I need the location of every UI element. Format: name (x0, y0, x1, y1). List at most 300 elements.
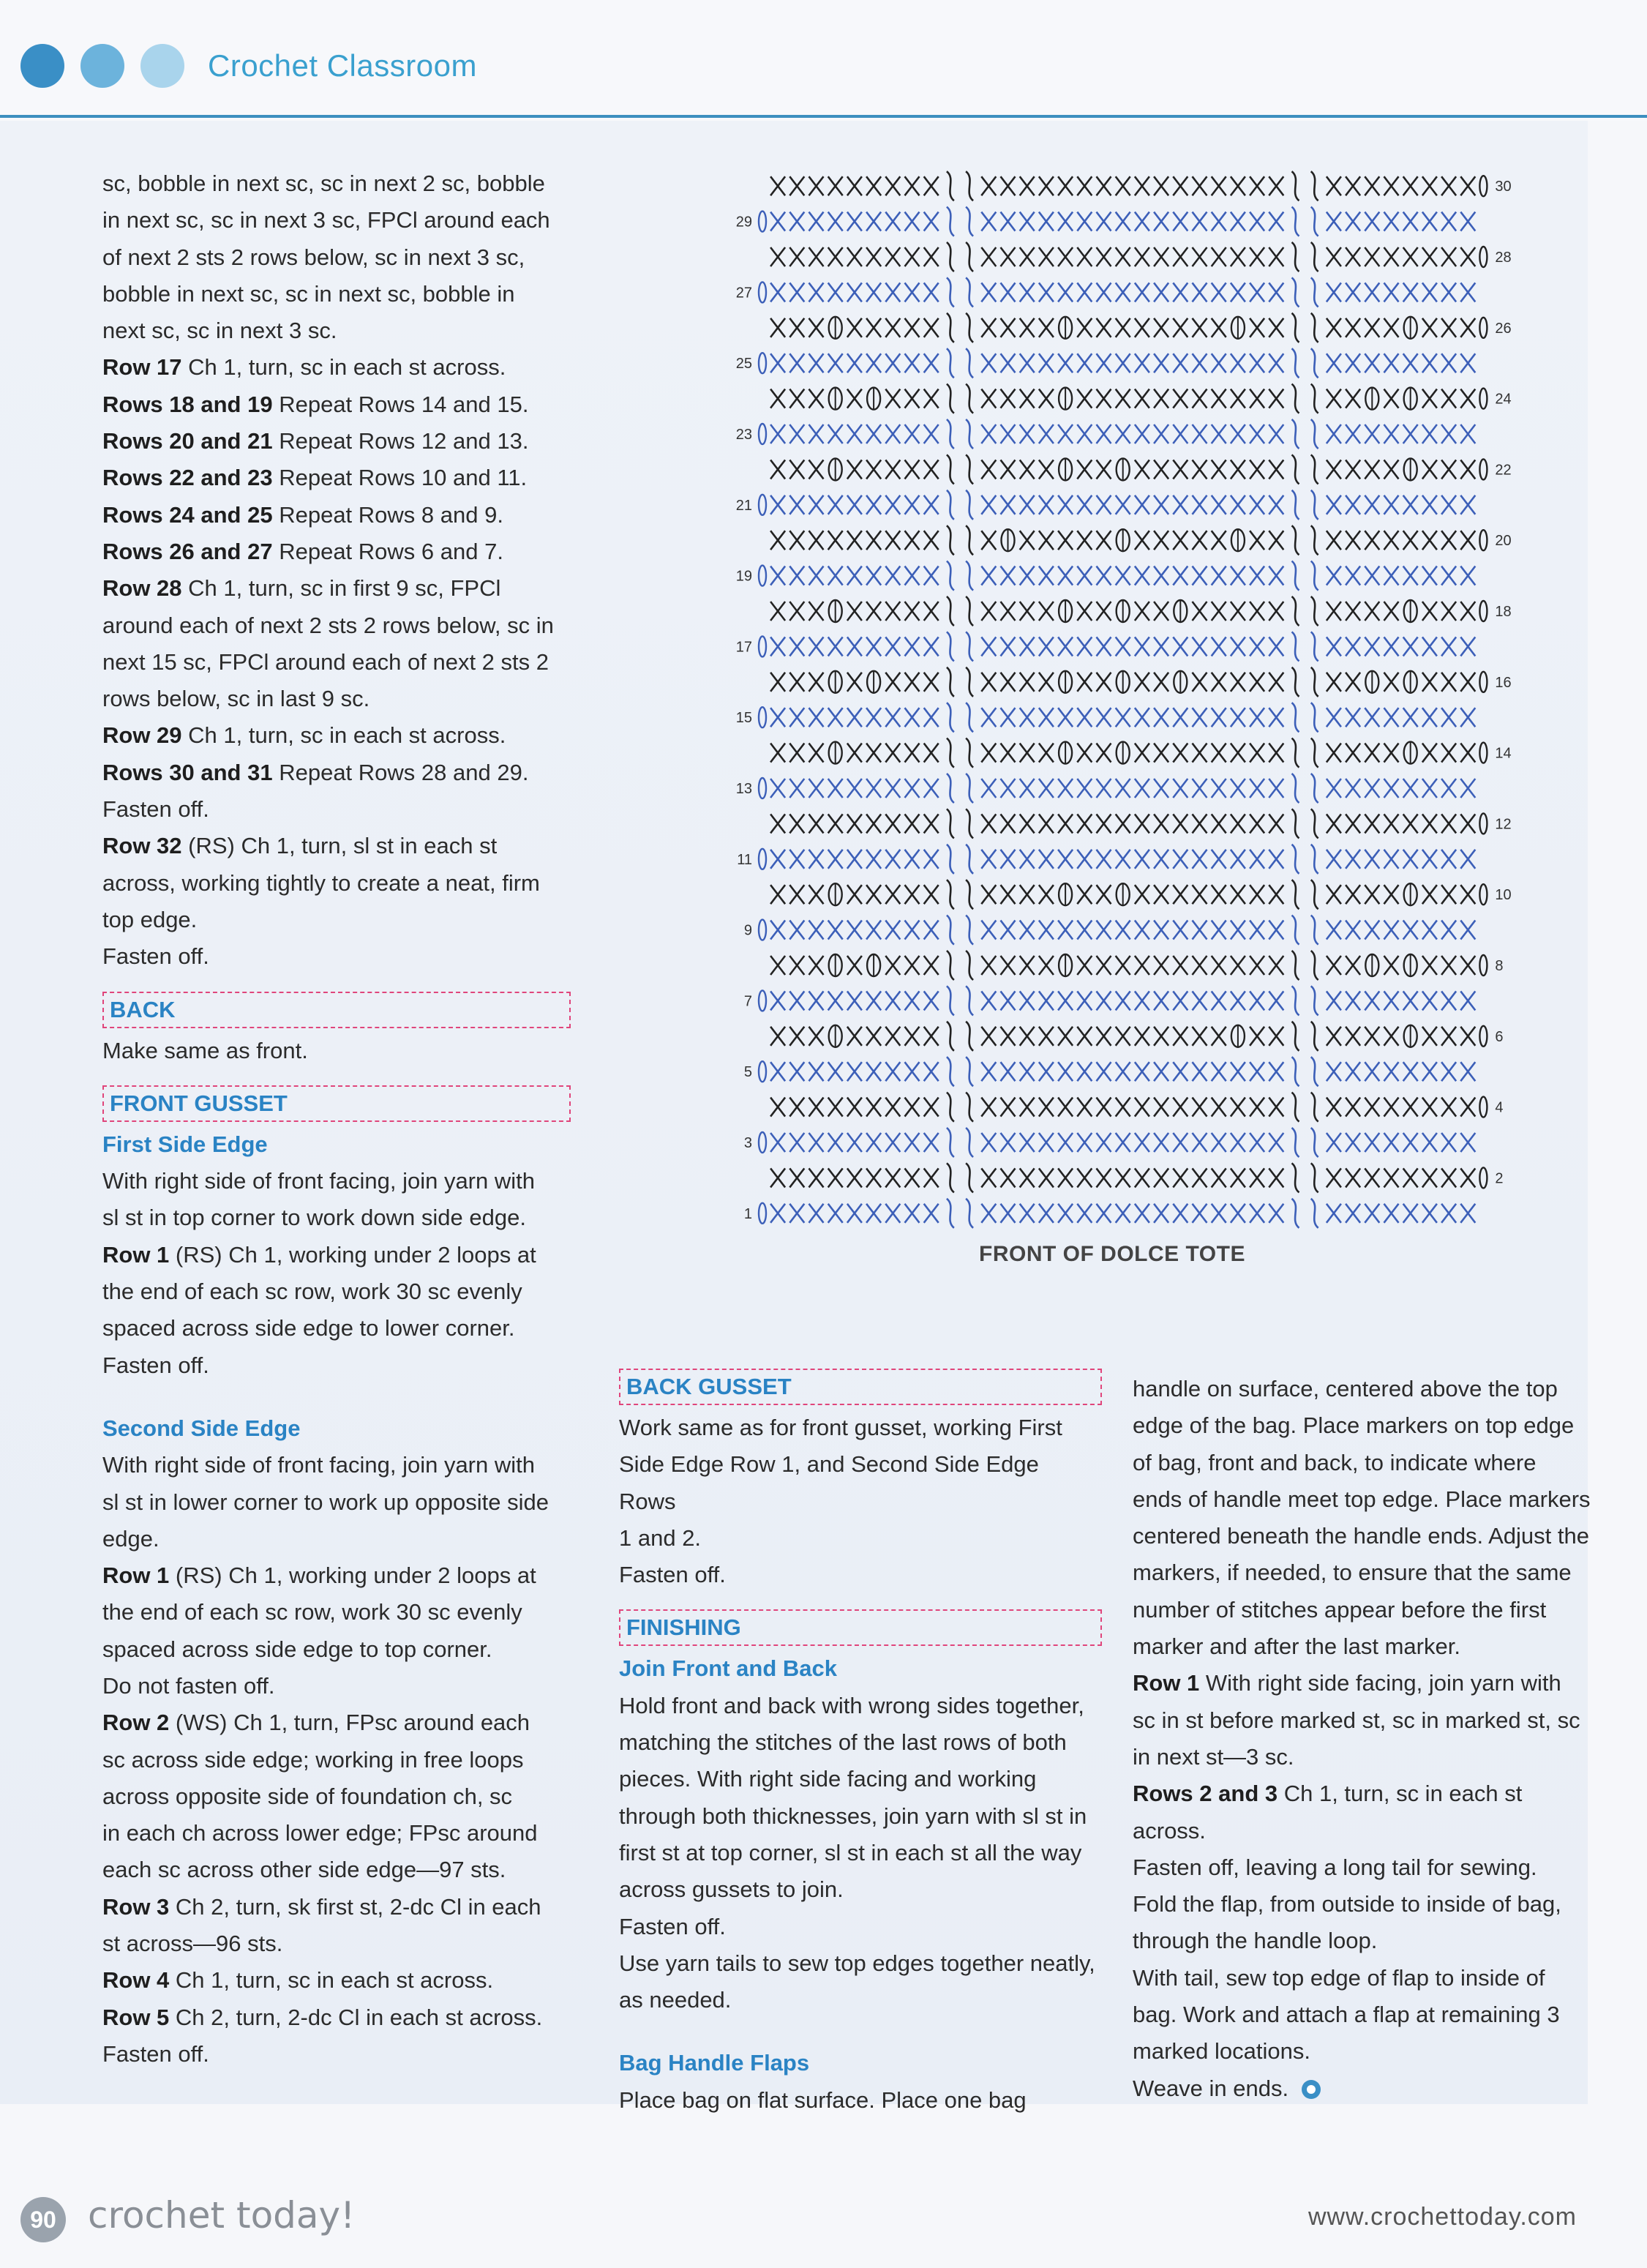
sc-mark (981, 779, 996, 798)
sc-mark (1135, 673, 1149, 692)
sc-mark (885, 212, 900, 231)
sc-mark (1039, 1062, 1054, 1081)
sc-mark (924, 176, 939, 195)
sc-mark (1346, 353, 1360, 373)
sc-mark (770, 673, 785, 692)
join-line: first st at top corner, sl st in each st all the way (619, 1839, 1082, 1865)
sc-mark (1403, 282, 1418, 302)
sc-mark (1173, 850, 1188, 869)
sc-mark (1039, 850, 1054, 869)
sc-mark (1097, 956, 1111, 975)
sc-mark (828, 531, 843, 550)
sc-mark (905, 247, 920, 266)
post-stitch-mark (947, 490, 954, 520)
sc-mark (1001, 1133, 1016, 1152)
sc-mark (1135, 212, 1149, 231)
sc-mark (981, 1027, 996, 1046)
sc-mark (981, 282, 996, 302)
sc-mark (1441, 744, 1456, 763)
flaps-line: edge of the bag. Place markers on top edge (1133, 1412, 1575, 1439)
sc-mark (1346, 850, 1360, 869)
sc-mark (1460, 353, 1475, 373)
left-column (102, 165, 571, 2073)
finishing-heading: FINISHING (619, 1609, 1102, 1646)
chain-mark (759, 353, 766, 373)
sc-mark (828, 282, 843, 302)
sc-mark (1173, 637, 1188, 656)
sc-mark (1097, 637, 1111, 656)
sc-mark (981, 814, 996, 833)
sc-mark (1212, 956, 1226, 975)
sc-mark (1422, 956, 1437, 975)
sc-mark (1135, 956, 1149, 975)
sc-mark (1346, 212, 1360, 231)
sc-mark (1269, 921, 1283, 940)
post-stitch-mark (966, 454, 973, 484)
sc-mark (1441, 282, 1456, 302)
sc-mark (1269, 460, 1283, 479)
sc-mark (1135, 282, 1149, 302)
sc-mark (1001, 814, 1016, 833)
fasten-off: Fasten off. (102, 796, 209, 823)
sc-mark (1460, 566, 1475, 585)
sc-mark (1077, 176, 1092, 195)
sc-mark (924, 779, 939, 798)
sc-mark (1212, 779, 1226, 798)
sc-mark (1384, 176, 1399, 195)
post-stitch-mark (947, 1128, 954, 1157)
sc-mark (770, 1133, 785, 1152)
sc-mark (1422, 991, 1437, 1010)
sc-mark (770, 637, 785, 656)
sc-mark (981, 247, 996, 266)
sc-mark (1154, 921, 1168, 940)
sc-mark (1193, 1204, 1207, 1223)
sc-mark (1135, 921, 1149, 940)
sc-mark (924, 1204, 939, 1223)
post-stitch-mark (1292, 1022, 1299, 1051)
sc-mark (1116, 1133, 1130, 1152)
chain-mark (1479, 1026, 1487, 1047)
sc-mark (1039, 885, 1054, 904)
post-stitch-mark (1292, 384, 1299, 413)
sc-mark (828, 1204, 843, 1223)
sc-mark (770, 353, 785, 373)
row-number-label: 24 (1495, 391, 1512, 408)
sc-mark (885, 1098, 900, 1117)
sc-mark (1327, 779, 1341, 798)
sc-mark (1193, 1027, 1207, 1046)
sc-mark (1020, 1098, 1035, 1117)
row-number-label: 28 (1495, 250, 1512, 266)
post-stitch-mark (966, 845, 973, 874)
second-side-line: edge. (102, 1525, 160, 1552)
sc-mark (1097, 602, 1111, 621)
sc-mark (1020, 779, 1035, 798)
sc-mark (1135, 460, 1149, 479)
sc-mark (1116, 212, 1130, 231)
sc-mark (981, 495, 996, 514)
sc-mark (1001, 212, 1016, 231)
post-stitch-mark (966, 561, 973, 591)
post-stitch-mark (1311, 703, 1318, 732)
sc-mark (885, 921, 900, 940)
sc-mark (1097, 247, 1111, 266)
sc-mark (1077, 318, 1092, 337)
stitch-chart (732, 165, 1512, 1277)
sc-mark (1365, 708, 1379, 727)
sc-mark (1020, 247, 1035, 266)
sc-mark (1193, 389, 1207, 408)
row-32-line: across, working tightly to create a neat, firm (102, 869, 540, 896)
sc-mark (866, 885, 881, 904)
sc-mark (1422, 176, 1437, 195)
sc-mark (1058, 1098, 1073, 1117)
sc-mark (789, 814, 804, 833)
sc-mark (1441, 602, 1456, 621)
sc-mark (1097, 1098, 1111, 1117)
second-side-edge-heading: Second Side Edge (102, 1415, 301, 1441)
sc-mark (905, 495, 920, 514)
sc-mark (1020, 956, 1035, 975)
sc-mark (1231, 885, 1245, 904)
sc-mark (847, 991, 862, 1010)
sc-mark (924, 1168, 939, 1187)
post-stitch-mark (1311, 1163, 1318, 1192)
sc-mark (1441, 1133, 1456, 1152)
sc-mark (885, 602, 900, 621)
second-side-row-2-line: each sc across other side edge—97 sts. (102, 1857, 506, 1883)
sc-mark (1039, 673, 1054, 692)
sc-mark (1422, 673, 1437, 692)
sc-mark (1077, 708, 1092, 727)
header-rule (0, 115, 1647, 118)
post-stitch-mark (1311, 1128, 1318, 1157)
post-stitch-mark (947, 596, 954, 626)
sc-mark (1154, 212, 1168, 231)
sc-mark (885, 1133, 900, 1152)
sc-mark (1039, 1133, 1054, 1152)
sc-mark (1039, 460, 1054, 479)
sc-mark (1422, 1168, 1437, 1187)
row-number-label: 17 (735, 639, 752, 656)
sc-mark (770, 1027, 785, 1046)
chain-mark (759, 495, 766, 515)
sc-mark (1231, 708, 1245, 727)
sc-mark (1212, 708, 1226, 727)
sc-mark (924, 495, 939, 514)
sc-mark (1231, 921, 1245, 940)
post-stitch-mark (947, 809, 954, 838)
sc-mark (1269, 991, 1283, 1010)
weave-in-ends: Weave in ends. (1133, 2070, 1601, 2107)
sc-mark (1403, 1168, 1418, 1187)
post-stitch-mark (966, 1057, 973, 1086)
sc-mark (847, 956, 862, 975)
sc-mark (1154, 318, 1168, 337)
sc-mark (1384, 956, 1399, 975)
sc-mark (1077, 460, 1092, 479)
sc-mark (1135, 1027, 1149, 1046)
sc-mark (905, 1062, 920, 1081)
sc-mark (924, 566, 939, 585)
sc-mark (1039, 814, 1054, 833)
sc-mark (1441, 991, 1456, 1010)
sc-mark (809, 353, 824, 373)
sc-mark (1001, 424, 1016, 444)
sc-mark (847, 566, 862, 585)
post-stitch-mark (1311, 454, 1318, 484)
sc-mark (1020, 1168, 1035, 1187)
second-side-row-2-line: in each ch across lower edge; FPsc around (102, 1820, 538, 1846)
sc-mark (1193, 460, 1207, 479)
sc-mark (1250, 602, 1264, 621)
chain-mark (1479, 955, 1487, 976)
sc-mark (1441, 1098, 1456, 1117)
join-line: pieces. With right side facing and working (619, 1766, 1037, 1792)
sc-mark (1365, 460, 1379, 479)
sc-mark (1460, 495, 1475, 514)
sc-mark (1154, 885, 1168, 904)
sc-mark (866, 637, 881, 656)
sc-mark (789, 991, 804, 1010)
sc-mark (1269, 956, 1283, 975)
sc-mark (1250, 247, 1264, 266)
sc-mark (1135, 708, 1149, 727)
sc-mark (1001, 282, 1016, 302)
sc-mark (1460, 318, 1475, 337)
sc-mark (1384, 1027, 1399, 1046)
sc-mark (847, 1204, 862, 1223)
post-stitch-mark (947, 1022, 954, 1051)
sc-mark (1039, 495, 1054, 514)
sc-mark (1269, 353, 1283, 373)
sc-mark (1039, 566, 1054, 585)
sc-mark (1058, 1133, 1073, 1152)
sc-mark (1193, 282, 1207, 302)
sc-mark (1001, 885, 1016, 904)
sc-mark (905, 1098, 920, 1117)
sc-mark (1365, 814, 1379, 833)
sc-mark (905, 176, 920, 195)
join-front-back-heading: Join Front and Back (619, 1655, 837, 1682)
join-line: through both thicknesses, join yarn with sl st in (619, 1803, 1087, 1829)
sc-mark (1250, 850, 1264, 869)
sc-mark (1460, 1062, 1475, 1081)
rows-30-31: Rows 30 and 31 Repeat Rows 28 and 29. (102, 759, 529, 785)
first-side-row-1: Row 1 (RS) Ch 1, working under 2 loops at (102, 1241, 536, 1268)
sc-mark (789, 247, 804, 266)
sc-mark (1212, 814, 1226, 833)
sc-mark (789, 531, 804, 550)
sc-mark (1346, 1168, 1360, 1187)
sc-mark (866, 991, 881, 1010)
sc-mark (847, 637, 862, 656)
sc-mark (1346, 531, 1360, 550)
sc-mark (1039, 1168, 1054, 1187)
sc-mark (1097, 495, 1111, 514)
sc-mark (1001, 1027, 1016, 1046)
sc-mark (809, 991, 824, 1010)
post-stitch-mark (966, 277, 973, 307)
sc-mark (847, 1027, 862, 1046)
sc-mark (1250, 708, 1264, 727)
intro-line: of next 2 sts 2 rows below, sc in next 3 sc, (102, 244, 525, 270)
post-stitch-mark (947, 986, 954, 1015)
sc-mark (770, 566, 785, 585)
sc-mark (1231, 566, 1245, 585)
post-stitch-mark (1292, 454, 1299, 484)
post-stitch-mark (947, 632, 954, 661)
sc-mark (885, 1204, 900, 1223)
sc-mark (1384, 885, 1399, 904)
sc-mark (1346, 424, 1360, 444)
sc-mark (1077, 850, 1092, 869)
sc-mark (789, 424, 804, 444)
sc-mark (1039, 353, 1054, 373)
sc-mark (905, 708, 920, 727)
sc-mark (1384, 353, 1399, 373)
post-stitch-mark (1292, 596, 1299, 626)
sc-mark (1173, 424, 1188, 444)
sc-mark (1173, 247, 1188, 266)
front-gusset-heading: FRONT GUSSET (102, 1085, 571, 1122)
sc-mark (1365, 247, 1379, 266)
post-stitch-mark (966, 490, 973, 520)
row-32: Row 32 (RS) Ch 1, turn, sl st in each st (102, 833, 498, 859)
sc-mark (1441, 814, 1456, 833)
sc-mark (981, 1098, 996, 1117)
sc-mark (1001, 353, 1016, 373)
sc-mark (866, 176, 881, 195)
sc-mark (1327, 212, 1341, 231)
sc-mark (1154, 424, 1168, 444)
sc-mark (1097, 779, 1111, 798)
intro-line: next sc, sc in next 3 sc. (102, 318, 337, 344)
sc-mark (1077, 566, 1092, 585)
tails-line: Use yarn tails to sew top edges together neatly, (619, 1950, 1095, 1976)
sc-mark (1020, 1062, 1035, 1081)
sc-mark (1077, 1133, 1092, 1152)
sc-mark (828, 1133, 843, 1152)
sc-mark (1193, 176, 1207, 195)
sc-mark (1135, 531, 1149, 550)
sc-mark (905, 850, 920, 869)
post-stitch-mark (966, 1128, 973, 1157)
sc-mark (809, 212, 824, 231)
sc-mark (981, 673, 996, 692)
sc-mark (1327, 566, 1341, 585)
sc-mark (866, 1133, 881, 1152)
sc-mark (1039, 991, 1054, 1010)
flap-row-1-line: sc in st before marked st, sc in marked st, sc (1133, 1707, 1580, 1733)
sc-mark (809, 176, 824, 195)
sc-mark (1269, 1168, 1283, 1187)
sc-mark (1269, 602, 1283, 621)
sc-mark (1269, 247, 1283, 266)
sc-mark (1212, 389, 1226, 408)
sc-mark (847, 779, 862, 798)
post-stitch-mark (1292, 986, 1299, 1015)
sc-mark (847, 495, 862, 514)
chain-mark (1479, 884, 1487, 905)
sc-mark (1269, 495, 1283, 514)
post-stitch-mark (1292, 1199, 1299, 1228)
sc-mark (1250, 531, 1264, 550)
post-stitch-mark (947, 313, 954, 343)
sc-mark (1403, 637, 1418, 656)
sc-mark (1346, 282, 1360, 302)
sc-mark (1039, 247, 1054, 266)
sc-mark (1135, 1133, 1149, 1152)
sc-mark (1077, 247, 1092, 266)
sc-mark (1384, 318, 1399, 337)
sc-mark (1135, 1062, 1149, 1081)
sc-mark (1097, 176, 1111, 195)
sc-mark (1077, 1027, 1092, 1046)
sc-mark (1422, 708, 1437, 727)
sc-mark (1173, 460, 1188, 479)
sc-mark (1077, 353, 1092, 373)
sc-mark (1173, 1168, 1188, 1187)
sc-mark (924, 673, 939, 692)
sc-mark (1173, 991, 1188, 1010)
join-line: across gussets to join. (619, 1876, 844, 1903)
sc-mark (1365, 1168, 1379, 1187)
row-28-line: next 15 sc, FPCl around each of next 2 sts 2 (102, 648, 549, 675)
fasten-off: Fasten off. (102, 1352, 209, 1378)
sc-mark (1422, 779, 1437, 798)
row-number-label: 12 (1495, 816, 1512, 833)
flaps-line: marked locations. (1133, 2038, 1310, 2065)
post-stitch-mark (966, 1199, 973, 1228)
post-stitch-mark (966, 667, 973, 697)
sc-mark (1116, 1168, 1130, 1187)
sc-mark (1441, 176, 1456, 195)
sc-mark (1384, 637, 1399, 656)
sc-mark (809, 673, 824, 692)
sc-mark (1173, 318, 1188, 337)
sc-mark (1193, 637, 1207, 656)
sc-mark (1001, 389, 1016, 408)
sc-mark (885, 708, 900, 727)
sc-mark (866, 282, 881, 302)
sc-mark (1365, 850, 1379, 869)
row-number-label: 10 (1495, 887, 1512, 904)
sc-mark (1154, 495, 1168, 514)
sc-mark (770, 1098, 785, 1117)
sc-mark (1327, 602, 1341, 621)
row-number-label: 11 (737, 851, 752, 868)
sc-mark (1231, 495, 1245, 514)
sc-mark (1346, 637, 1360, 656)
sc-mark (1001, 176, 1016, 195)
sc-mark (924, 885, 939, 904)
chain-mark (759, 1132, 766, 1153)
sc-mark (1020, 531, 1035, 550)
sc-mark (1173, 566, 1188, 585)
sc-mark (1193, 424, 1207, 444)
sc-mark (1269, 531, 1283, 550)
sc-mark (789, 708, 804, 727)
post-stitch-mark (1311, 348, 1318, 378)
post-stitch-mark (1311, 1093, 1318, 1122)
sc-mark (1460, 1204, 1475, 1223)
sc-mark (770, 318, 785, 337)
post-stitch-mark (966, 1022, 973, 1051)
sc-mark (1212, 566, 1226, 585)
post-stitch-mark (1311, 986, 1318, 1015)
